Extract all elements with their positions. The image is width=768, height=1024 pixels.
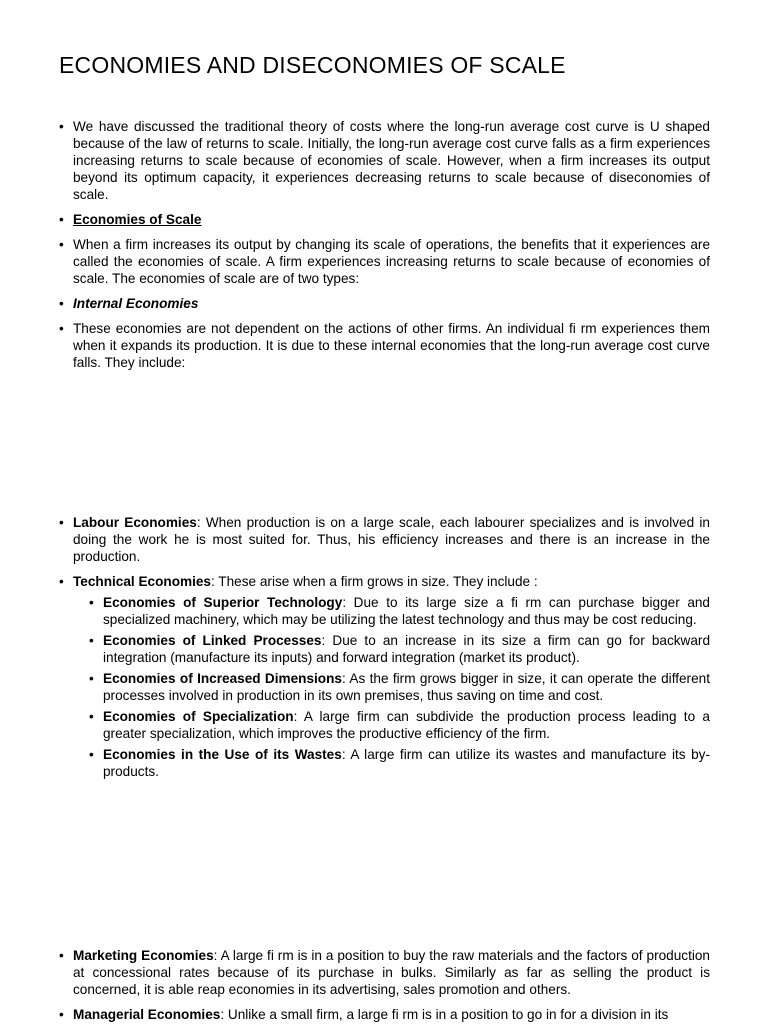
managerial-economies-text: : Unlike a small firm, a large fi rm is in a position to go in for a division in its — [220, 1007, 669, 1022]
internal-economies-list — [59, 514, 710, 788]
labour-economies-term: Labour Economies — [73, 515, 197, 530]
list-item-managerial — [59, 1006, 710, 1023]
specialization-term: Economies of Specialization — [103, 709, 294, 724]
managerial-economies-term: Managerial Economies — [73, 1007, 221, 1022]
superior-technology-term: Economies of Superior Technology — [103, 595, 343, 610]
intro-section — [59, 118, 710, 379]
intro-paragraph-returns: • We have discussed the traditional theory of costs where the long-run average cost curve is U shaped because of the law of returns to scale. Initially, the long-run average cost curve falls as a firm experiences increasing returns to scale because of economies of scale. However, when a firm increases its output beyond its optimum capacity, it experiences decreasing returns to scale because of diseconomies of scale. — [59, 118, 710, 203]
technical-economies-sublist — [73, 594, 710, 780]
technical-economies-term: Technical Economies — [73, 574, 211, 589]
sublist-item-use-of-wastes — [89, 746, 710, 780]
list-item-technical — [59, 573, 710, 780]
increased-dimensions-term: Economies of Increased Dimensions — [103, 671, 342, 686]
linked-processes-term: Economies of Linked Processes — [103, 633, 322, 648]
page-title: ECONOMIES AND DISECONOMIES OF SCALE — [59, 52, 566, 78]
specialization-text: : A large firm can subdivide the production process leading to a greater specialization, which improves the productive efficiency of the firm. — [103, 709, 710, 741]
sublist-item-specialization — [89, 708, 710, 742]
superior-technology-text: : Due to its large size a fi rm can purchase bigger and specialized machinery, which may be utilizing the latest technology and thus may be cost reducing. — [103, 595, 710, 627]
labour-economies-text: : When production is on a large scale, each labourer specializes and is involved in doing the work he is most suited for. Thus, his efficiency increases and there is an increase in the production. — [73, 515, 710, 564]
sublist-item-increased-dimensions — [89, 670, 710, 704]
sublist-item-superior-technology — [89, 594, 710, 628]
use-of-wastes-text: : A large firm can utilize its wastes and manufacture its by-products. — [103, 747, 710, 779]
marketing-economies-term: Marketing Economies — [73, 948, 214, 963]
intro-paragraph-definition: • When a firm increases its output by changing its scale of operations, the benefits that it experiences are called the economies of scale. A firm experiences increasing returns to scale because of economies of scale. The economies of scale are of two types: — [59, 236, 710, 287]
technical-economies-text: : These arise when a firm grows in size. They include : — [211, 574, 538, 589]
linked-processes-text: : Due to an increase in its size a firm can go for backward integration (manufacture its inputs) and forward integration (market its product). — [103, 633, 711, 665]
more-economies-list — [59, 947, 710, 1024]
list-item-marketing — [59, 947, 710, 998]
internal-economies-heading: Internal Economies — [73, 296, 199, 311]
increased-dimensions-text: : As the firm grows bigger in size, it can operate the different processes involved in production in its own premises, thus saving on time and cost. — [103, 671, 710, 703]
use-of-wastes-term: Economies in the Use of its Wastes — [103, 747, 342, 762]
economies-of-scale-heading: Economies of Scale — [73, 212, 202, 227]
intro-paragraph-internal: • These economies are not dependent on the actions of other firms. An individual fi rm experiences them when it expands its production. It is due to these internal economies that the long-run average cost curve falls. They include: — [59, 320, 710, 371]
economies-of-scale-heading-item — [59, 211, 710, 228]
sublist-item-linked-processes — [89, 632, 710, 666]
internal-economies-heading-item — [59, 295, 710, 312]
marketing-economies-text: : A large fi rm is in a position to buy the raw materials and the factors of production at concessional rates because of its purchase in bulks. Similarly as far as selling the product is concerned, it is able reap economies in its advertising, sales promotion and others. — [73, 948, 710, 997]
list-item-labour — [59, 514, 710, 565]
